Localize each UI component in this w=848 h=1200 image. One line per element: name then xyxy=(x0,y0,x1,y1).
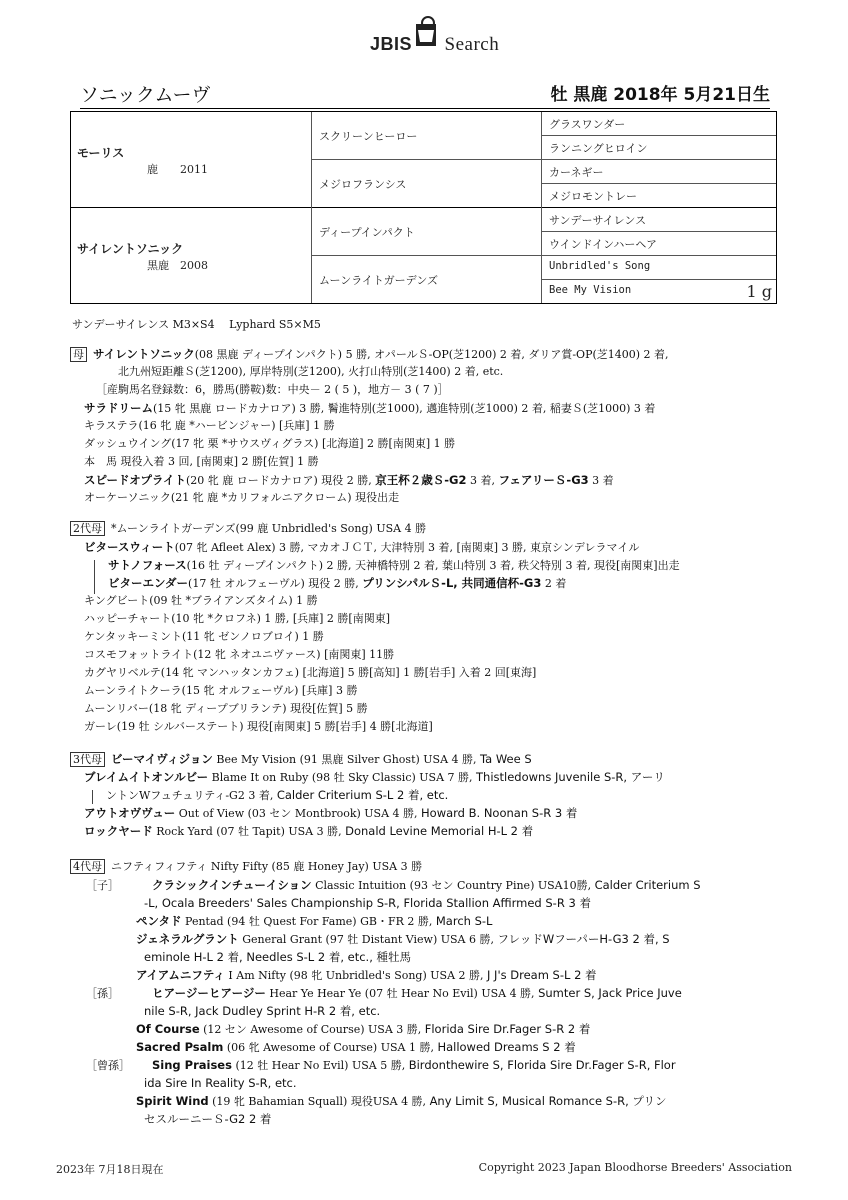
dam-name: サイレントソニック xyxy=(77,242,184,256)
race-name: Florida Sire Dr.Fager S-R 2 着 xyxy=(424,1022,591,1036)
gen2-dam-dam[interactable]: ムーンライトガーデンズ xyxy=(319,274,439,287)
fourth-dam-section xyxy=(70,858,800,1128)
dam-cell[interactable] xyxy=(77,240,208,273)
record-text: Rock Yard (07 牡 Tapit) USA 3 勝, xyxy=(152,825,346,838)
jbis-search-logo xyxy=(370,14,500,56)
record-line: 北九州短距離Ｓ(芝1200), 厚岸特別(芝1200), 火打山特別(芝1400) 2 着, etc. xyxy=(118,365,504,378)
dam-section xyxy=(70,345,800,507)
horse-name: ソニックムーヴ xyxy=(80,84,211,106)
record-text: ントンWフュチュリティ-G2 3 着, xyxy=(106,789,277,802)
record-text: Pentad (94 牡 Quest For Fame) GB・FR 2 勝, xyxy=(181,915,436,928)
gen2-sire-sire[interactable]: スクリーンヒーロー xyxy=(319,130,418,143)
record-text: (16 牡 ディープインパクト) 2 勝, 天神橋特別 2 着, 葉山特別 3 着, 秩父特別 3 着, 現役[南関東]出走 xyxy=(186,559,680,572)
section-tag: 母 xyxy=(70,347,87,362)
record-text: I Am Nifty (98 牝 Unbridled's Song) USA 2 勝, xyxy=(224,969,487,982)
record-text: (08 黒鹿 ディープインパクト) 5 勝, オパールＳ-OP(芝1200) 2 着, ダリア賞-OP(芝1400) 2 着, xyxy=(194,348,669,361)
gen3-6[interactable]: ウインドインハーヘア xyxy=(549,238,658,251)
progeny-line-self: 本 馬 現役入着 3 回, [南関東] 2 勝[佐賀] 1 勝 xyxy=(84,455,319,468)
sire-info: 鹿 2011 xyxy=(147,163,208,176)
progeny-name: スピードオプライト xyxy=(84,473,187,487)
record-text: (12 セン Awesome of Course) USA 3 勝, xyxy=(199,1023,425,1036)
race-name: eminole H-L 2 着, Needles S-L 2 着, etc., 種牡馬 xyxy=(144,950,412,964)
progeny-name: ロックヤード xyxy=(84,824,153,838)
fourth-dam-name: ニフティフィフティ Nifty Fifty (85 鹿 Honey Jay) USA 3 勝 xyxy=(111,860,423,873)
gen2-sire-dam[interactable]: メジロフランシス xyxy=(319,178,407,191)
record-text: 2 着 xyxy=(541,577,567,590)
progeny-name: Spirit Wind xyxy=(136,1094,209,1108)
sire-cell[interactable] xyxy=(77,144,208,177)
pedigree-table xyxy=(70,111,777,304)
record-text: (12 牡 Hear No Evil) USA 5 勝, xyxy=(231,1059,409,1072)
record-text: 3 着, xyxy=(466,474,499,487)
gen3-2[interactable]: ランニングヒロイン xyxy=(549,142,648,155)
progeny-line: ガーレ(19 牡 シルバーステート) 現役[南関東] 5 勝[岩手] 4 勝[北海道] xyxy=(84,720,433,733)
progeny-line: ムーンライトクーラ(15 牝 オルフェーヴル) [兵庫] 3 勝 xyxy=(84,684,358,697)
progeny-name: アイアムニフティ xyxy=(136,968,225,982)
gen3-5[interactable]: サンデーサイレンス xyxy=(549,214,647,227)
record-text: (20 牝 鹿 ロードカナロア) 現役 2 勝, xyxy=(186,474,376,487)
record-text: Classic Intuition (93 セン Country Pine) USA10勝, xyxy=(311,879,595,892)
progeny-line: オーケーソニック(21 牝 鹿 *カリフォルニアクローム) 現役出走 xyxy=(84,491,400,504)
race-name: 京王杯２歳Ｓ-G2 xyxy=(375,473,467,487)
generation-label-child: ［子］ xyxy=(86,879,119,892)
generation-label-great-grandchild: ［曾孫］ xyxy=(86,1059,130,1072)
race-name: Donald Levine Memorial H-L 2 着 xyxy=(345,824,534,838)
race-name: -L, Ocala Breeders' Sales Championship S-R, Florida Stallion Affirmed S-R 3 着 xyxy=(144,896,591,910)
footer-copyright: Copyright 2023 Japan Bloodhorse Breeders' Association xyxy=(478,1161,792,1174)
race-name: セスルーニーＳ-G2 2 着 xyxy=(144,1112,272,1126)
record-text: 3 着 xyxy=(588,474,614,487)
generation-label-grandchild: ［孫］ xyxy=(86,987,119,1000)
title-row xyxy=(80,80,770,109)
progeny-line: コスモフォットライト(12 牝 ネオユニヴァース) [南関東] 11勝 xyxy=(84,648,395,661)
record-text: Hear Ye Hear Ye (07 牡 Hear No Evil) USA 4 勝, xyxy=(265,987,539,1000)
section-tag: 2代母 xyxy=(70,521,105,536)
second-dam-section xyxy=(70,520,800,736)
section-tag: 4代母 xyxy=(70,859,105,874)
record-text: Bee My Vision (91 黒鹿 Silver Ghost) USA 4 勝, xyxy=(212,753,481,766)
race-name: March S-L xyxy=(435,914,493,928)
progeny-name: ヒアージーヒアージー xyxy=(152,986,266,1000)
race-name: ida Sire In Reality S-R, etc. xyxy=(144,1076,297,1090)
progeny-summary: ［産駒馬名登録数：6，勝馬(勝鞍)数：中央－ 2 ( 5 )，地方－ 3 ( 7 )］ xyxy=(96,383,449,396)
race-name: J J's Dream S-L 2 着 xyxy=(487,968,597,982)
race-name: Hallowed Dreams S 2 着 xyxy=(437,1040,576,1054)
race-name: nile S-R, Jack Dudley Sprint H-R 2 着, etc. xyxy=(144,1004,381,1018)
sire-name: モーリス xyxy=(77,146,125,160)
progeny-name: Sing Praises xyxy=(152,1058,232,1072)
race-name: プリンシパルＳ-L, 共同通信杯-G3 xyxy=(362,576,542,590)
gen3-8[interactable]: Bee My Vision xyxy=(549,284,632,296)
progeny-name: サトノフォース xyxy=(108,558,187,572)
race-name: Birdonthewire S, Florida Sire Dr.Fager S-R, Flor xyxy=(408,1058,676,1072)
gen2-dam-sire[interactable]: ディープインパクト xyxy=(319,226,415,239)
progeny-name: ペンタド xyxy=(136,914,182,928)
progeny-name: アウトオヴヴュー xyxy=(84,806,176,820)
record-text: (15 牝 黒鹿 ロードカナロア) 3 勝, 鬌進特別(芝1000), 邁進特別(芝1000) 2 着, 稲妻Ｓ(芝1000) 3 着 xyxy=(153,402,656,415)
footer-date: 2023年 7月18日現在 xyxy=(56,1163,164,1176)
progeny-line: ムーンリバー(18 牝 ディープブリランテ) 現役[佐賀] 5 勝 xyxy=(84,702,368,715)
third-dam-name: ビーマイヴィジョン xyxy=(111,752,213,766)
race-name: Howard B. Noonan S-R 3 着 xyxy=(421,806,578,820)
race-name: Sumter S, Jack Price Juve xyxy=(538,986,682,1000)
progeny-name: Sacred Psalm xyxy=(136,1040,224,1054)
progeny-line: ダッシュウイング(17 牝 栗 *サウスヴィグラス) [北海道] 2 勝[南関東] 1 勝 xyxy=(84,437,456,450)
logo-text: JBIS Search xyxy=(370,34,500,55)
race-name: Calder Criterium S-L 2 着, etc. xyxy=(276,788,449,802)
section-tag: 3代母 xyxy=(70,752,105,767)
progeny-name: ブレイムイトオンルビー xyxy=(84,770,209,784)
inbreeding-note: サンデーサイレンス M3×S4 Lyphard S5×M5 xyxy=(72,318,321,331)
progeny-line: ケンタッキーミント(11 牝 ゼンノロブロイ) 1 勝 xyxy=(84,630,324,643)
dam-info: 黒鹿 2008 xyxy=(147,259,208,272)
progeny-line: キラステラ(16 牝 鹿 *ハービンジャー) [兵庫] 1 勝 xyxy=(84,419,335,432)
second-dam-name: *ムーンライトガーデンズ(99 鹿 Unbridled's Song) USA 4 勝 xyxy=(111,522,427,535)
record-text: General Grant (97 牡 Distant View) USA 6 勝, xyxy=(238,933,498,946)
dam-name-line: サイレントソニック xyxy=(93,347,195,361)
progeny-line: カグヤリベルテ(14 牝 マンハッタンカフェ) [北海道] 5 勝[高知] 1 勝[岩手] 入着 2 回[東海] xyxy=(84,666,537,679)
race-name: フレッドWフーパーH-G3 2 着, S xyxy=(497,932,670,946)
race-name: Ta Wee S xyxy=(480,752,532,766)
record-text: (06 牝 Awesome of Course) USA 1 勝, xyxy=(223,1041,438,1054)
progeny-name: クラシックインチューイション xyxy=(152,878,312,892)
horse-info: 牡 黒鹿 2018年 5月21日生 xyxy=(550,85,770,105)
progeny-line: キングビート(09 牡 *ブライアンズタイム) 1 勝 xyxy=(84,594,318,607)
branch-line xyxy=(94,560,95,594)
record-text: (07 牝 Afleet Alex) 3 勝, マカオＪＣＴ, 大津特別 3 着, [南関東] 3 勝, 東京シンデレラマイル xyxy=(174,541,640,554)
race-name: Any Limit S, Musical Romance S-R, プリン xyxy=(429,1094,667,1108)
progeny-line: ハッピーチャート(10 牝 *クロフネ) 1 勝, [兵庫] 2 勝[南関東] xyxy=(84,612,391,625)
gen3-4[interactable]: メジロモントレー xyxy=(549,190,637,203)
race-name: Thistledowns Juvenile S-R, アーリ xyxy=(476,770,665,784)
progeny-name: サラドリーム xyxy=(84,401,153,415)
record-text: Blame It on Ruby (98 牡 Sky Classic) USA 7 勝, xyxy=(208,771,477,784)
progeny-name: ジェネラルグラント xyxy=(136,932,239,946)
progeny-name: Of Course xyxy=(136,1022,200,1036)
gen3-7[interactable]: Unbridled's Song xyxy=(549,260,651,272)
record-text: (17 牡 オルフェーヴル) 現役 2 勝, xyxy=(188,577,363,590)
race-name: フェアリーＳ-G3 xyxy=(498,473,589,487)
third-dam-section xyxy=(70,750,800,840)
gen3-3[interactable]: カーネギー xyxy=(549,166,604,179)
race-name: Calder Criterium S xyxy=(594,878,701,892)
progeny-name: ビターエンダー xyxy=(108,576,189,590)
progeny-name: ビタースウィート xyxy=(84,540,175,554)
record-text: (19 牝 Bahamian Squall) 現役USA 4 勝, xyxy=(208,1095,430,1108)
branch-line xyxy=(92,790,93,804)
record-text: Out of View (03 セン Montbrook) USA 4 勝, xyxy=(175,807,422,820)
gen3-1[interactable]: グラスワンダー xyxy=(549,118,626,131)
family-number: 1 g xyxy=(746,282,772,301)
